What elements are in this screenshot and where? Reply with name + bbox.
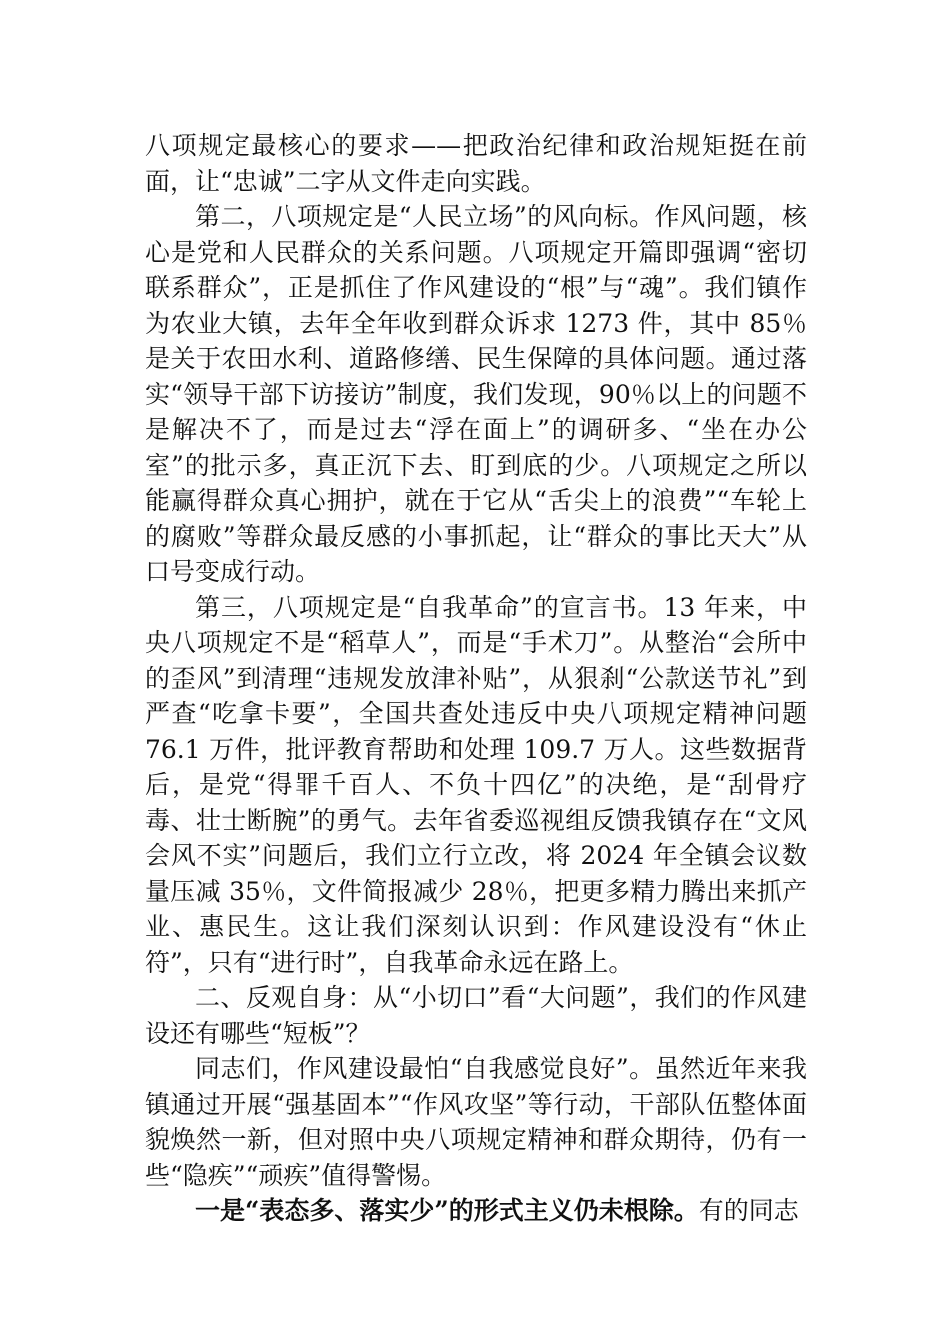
- paragraph-formalism: [145, 1193, 807, 1229]
- section-heading-shortcomings: 二、反观自身：从“小切口”看“大问题”，我们的作风建设还有哪些“短板”？: [145, 983, 807, 1048]
- paragraph-lead-bold: 一是“表态多、落实少”的形式主义仍未根除。: [195, 1196, 699, 1225]
- paragraph-tail: 有的同志: [698, 1196, 799, 1225]
- paragraph-continuation: 八项规定最核心的要求——把政治纪律和政治规矩挺在前面，让“忠诚”二字从文件走向实践。: [145, 131, 807, 196]
- paragraph-people-stance: 第二，八项规定是“人民立场”的风向标。作风问题，核心是党和人民群众的关系问题。八项规定开篇即强调“密切联系群众”，正是抓住了作风建设的“根”与“魂”。我们镇作为农业大镇，去年全年收到群众诉求 1273 件，其中 85％是关于农田水利、道路修缮、民生保障的具体问题。通过落实“领导干部下访接访”制度，我们发现，90％以上的问题不是解决不了，而是过去“浮在面上”的调研多、“坐在办公室”的批示多，真正沉下去、盯到底的少。八项规定之所以能赢得群众真心拥护，就在于它从“舌尖上的浪费”“车轮上的腐败”等群众最反感的小事抓起，让“群众的事比天大”从口号变成行动。: [145, 202, 807, 586]
- paragraph-self-revolution: 第三，八项规定是“自我革命”的宣言书。13 年来，中央八项规定不是“稻草人”，而是“手术刀”。从整治“会所中的歪风”到清理“违规发放津补贴”，从狠刹“公款送节礼”到严查“吃拿卡要”，全国共查处违反中央八项规定精神问题 76.1 万件，批评教育帮助和处理 109.7 万人。这些数据背后，是党“得罪千百人、不负十四亿”的决绝，是“刮骨疗毒、壮士断腕”的勇气。去年省委巡视组反馈我镇存在“文风会风不实”问题后，我们立行立改，将 2024 年全镇会议数量压减 35％，文件简报减少 28％，把更多精力腾出来抓产业、惠民生。这让我们深刻认识到：作风建设没有“休止符”，只有“进行时”，自我革命永远在路上。: [145, 592, 807, 977]
- document-body: [145, 128, 807, 1229]
- paragraph-comrades: 同志们，作风建设最怕“自我感觉良好”。虽然近年来我镇通过开展“强基固本”“作风攻坚”等行动，干部队伍整体面貌焕然一新，但对照中央八项规定精神和群众期待，仍有一些“隐疾”“顽疾”值得警惕。: [145, 1054, 807, 1190]
